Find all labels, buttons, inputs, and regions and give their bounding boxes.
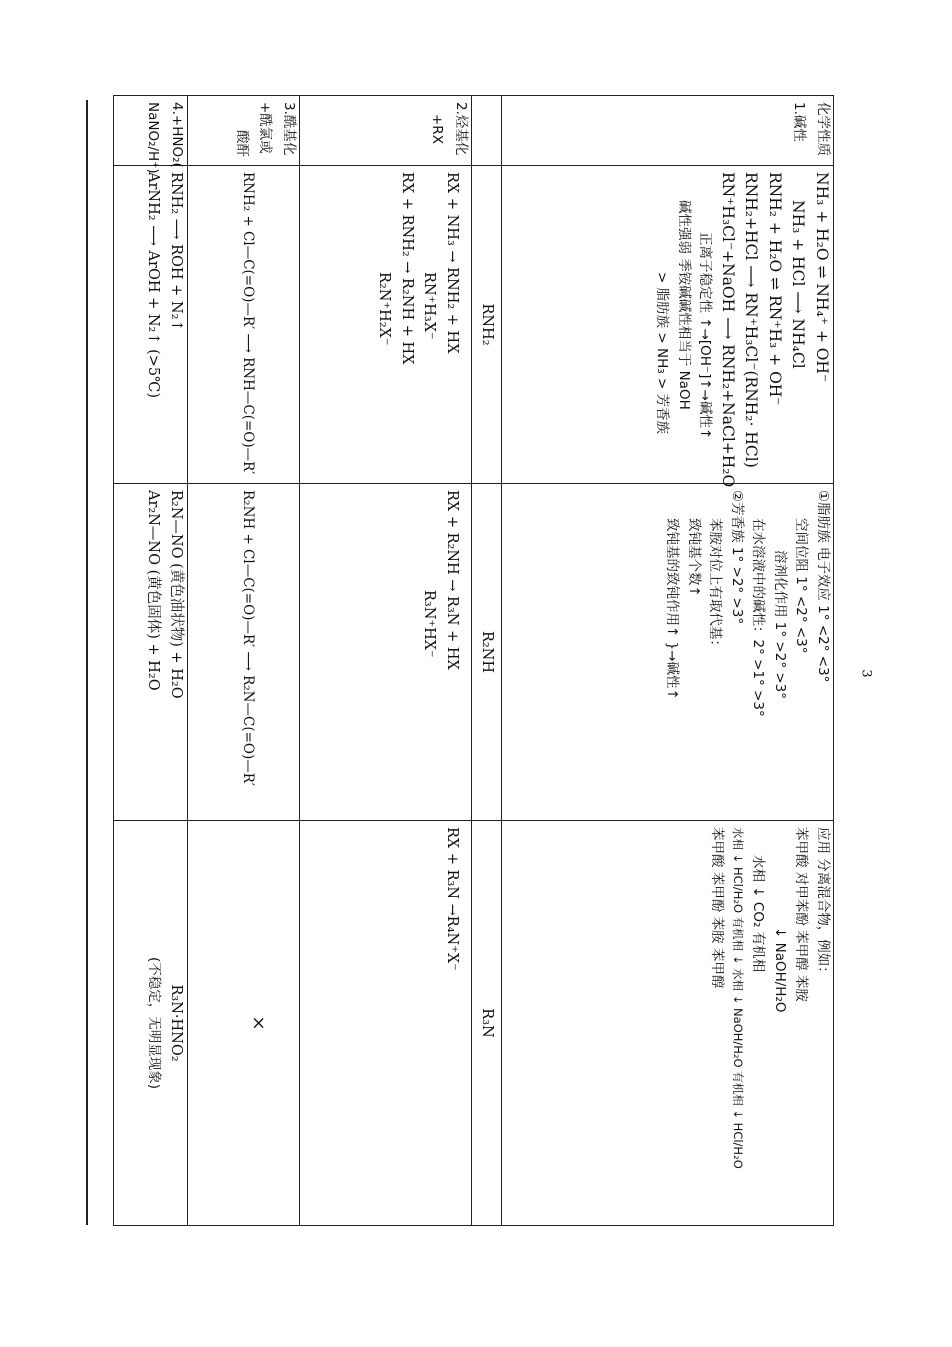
row-label-alkylation bbox=[300, 96, 472, 166]
page-number: 3 bbox=[858, 669, 874, 678]
basicity-label: 1.碱性 bbox=[791, 102, 808, 142]
product: R₃N·HNO₂ bbox=[168, 984, 184, 1062]
amine-properties-table bbox=[113, 95, 834, 1226]
note-line: 正离子稳定性 ↑→[OH⁻]↑→碱性↑ bbox=[697, 232, 714, 440]
nitrous-rnh2-cell bbox=[114, 166, 188, 484]
label-line: NaNO₂/H⁺) bbox=[145, 102, 162, 174]
equation: Ar₂N—NO (黄色固体) + H₂O bbox=[145, 490, 162, 691]
note-line: 溶剂化作用 1° >2° >3° bbox=[772, 550, 788, 700]
equation: RNH₂ + H₂O ⇌ RN⁺H₃ + OH⁻ bbox=[766, 172, 784, 406]
separation-step: ↓ NaOH/H₂O bbox=[772, 927, 788, 1013]
equation: NH₃ + HCl ⟶ NH₄Cl bbox=[789, 200, 808, 369]
salt-product: R₂N⁺H₂X⁻ bbox=[376, 272, 393, 346]
note-line: ①脂肪族 电子效应 1° <2° <3° bbox=[815, 490, 831, 683]
label-line: 2.烃基化 bbox=[453, 102, 469, 156]
acylation-r2nh-cell bbox=[188, 484, 300, 821]
equation: R₂N—NO (黄色油状物) + H₂O bbox=[168, 490, 184, 699]
alkylation-rnh2-cell bbox=[300, 166, 472, 484]
label-line: +酰氯或 bbox=[257, 102, 274, 154]
equation: RN⁺H₃Cl⁻+NaOH ⟶ RNH₂+NaCl+H₂O bbox=[719, 172, 737, 488]
equation: RNH₂ + Cl—C(=O)—R′ ⟶ RNH—C(=O)—R′ bbox=[240, 172, 257, 475]
basicity-r2nh-cell bbox=[502, 484, 834, 821]
equation: NH₃ + H₂O ⇌ NH₄⁺ + OH⁻ bbox=[813, 172, 831, 383]
separation-result: 苯甲酸 苯甲酚 苯胺 苯甲醇 bbox=[709, 827, 726, 989]
label-line: +RX bbox=[429, 114, 446, 144]
nitrous-acid-row bbox=[114, 96, 188, 1226]
label-line: 酸酐 bbox=[234, 130, 250, 157]
separation-start: 苯甲酸 对甲苯酚 苯甲醇 苯胺 bbox=[793, 827, 810, 1002]
rotated-table-wrapper bbox=[114, 95, 834, 1225]
alkylation-row bbox=[300, 96, 472, 1226]
nitrous-r2nh-cell bbox=[114, 484, 188, 821]
note-line: 致钝基的致钝作用↑ }→碱性↑ bbox=[664, 518, 681, 700]
acylation-r3n-cell bbox=[188, 821, 300, 1226]
row-label-acylation bbox=[188, 96, 300, 166]
salt-product: R₃N⁺HX⁻ bbox=[421, 590, 438, 658]
equation: RX + R₂NH → R₃N + HX bbox=[444, 490, 460, 670]
left-margin-rule bbox=[86, 100, 88, 1225]
note-line: 碱性强弱 季铵碱碱性相当于 NaOH bbox=[676, 200, 692, 410]
nitrous-r3n-cell bbox=[114, 821, 188, 1226]
row-label-nitrous bbox=[114, 96, 188, 174]
note-line: > 脂肪族 > NH₃ > 芳香族 bbox=[654, 272, 671, 435]
basicity-row bbox=[502, 96, 834, 1226]
note-line: 应用 分离混合物，例如： bbox=[815, 827, 831, 980]
no-reaction-mark: × bbox=[248, 1015, 269, 1031]
note-line: 空间位阻 1° <2° <3° bbox=[793, 518, 810, 654]
equation: RX + NH₃ → RNH₂ + HX bbox=[444, 172, 460, 354]
acylation-row bbox=[188, 96, 300, 1226]
col-head-r2nh: R₂NH bbox=[472, 484, 502, 821]
note-line: 致钝基个数↑ bbox=[686, 518, 702, 597]
col-head-rnh2: RNH₂ bbox=[472, 166, 502, 484]
equation: R₂NH + Cl—C(=O)—R′ ⟶ R₂N—C(=O)—R′ bbox=[240, 490, 257, 786]
equation: ArNH₂ ⟶ ArOH + N₂↑ (>5℃) bbox=[145, 172, 162, 399]
equation: RNH₂+HCl ⟶ RN⁺H₃Cl⁻(RNH₂· HCl) bbox=[742, 172, 761, 468]
acylation-rnh2-cell bbox=[188, 166, 300, 484]
basicity-r3n-cell bbox=[502, 821, 834, 1226]
blank-cell bbox=[472, 96, 502, 166]
label-line: 3.酰基化 bbox=[281, 102, 297, 156]
note-line: ②芳香族 1° >2° >3° bbox=[729, 490, 745, 625]
equation: RNH₂ ⟶ ROH + N₂↑ bbox=[168, 172, 184, 332]
note-line: 苯胺对位上有取代基： bbox=[707, 518, 724, 653]
alkylation-r2nh-cell bbox=[300, 484, 472, 821]
alkylation-r3n-cell bbox=[300, 821, 472, 1226]
separation-step: 水相 ↓ CO₂ 有机相 bbox=[750, 855, 767, 973]
label-line: 4.+HNO₂( bbox=[169, 102, 185, 168]
note-line: 在水溶液中的碱性：2° >1° >3° bbox=[750, 518, 767, 717]
header-title: 化学性质 bbox=[815, 102, 831, 156]
salt-product: RN⁺H₃X⁻ bbox=[421, 272, 438, 340]
equation: RX + RNH₂ → R₂NH + HX bbox=[399, 172, 415, 365]
equation: RX + R₃N →R₄N⁺X⁻ bbox=[444, 827, 460, 971]
separation-step: 水相 ↓ HCl/H₂O 有机相 ↓ 水相 ↓ NaOH/H₂O 有机相 ↓ HCl/H₂O bbox=[731, 827, 745, 1169]
amine-class-row bbox=[472, 96, 502, 1226]
note-line: (不稳定，无明显现象) bbox=[146, 956, 163, 1090]
col-head-r3n: R₃N bbox=[472, 821, 502, 1226]
row-label-basicity bbox=[502, 96, 834, 166]
basicity-rnh2-cell bbox=[502, 166, 834, 488]
